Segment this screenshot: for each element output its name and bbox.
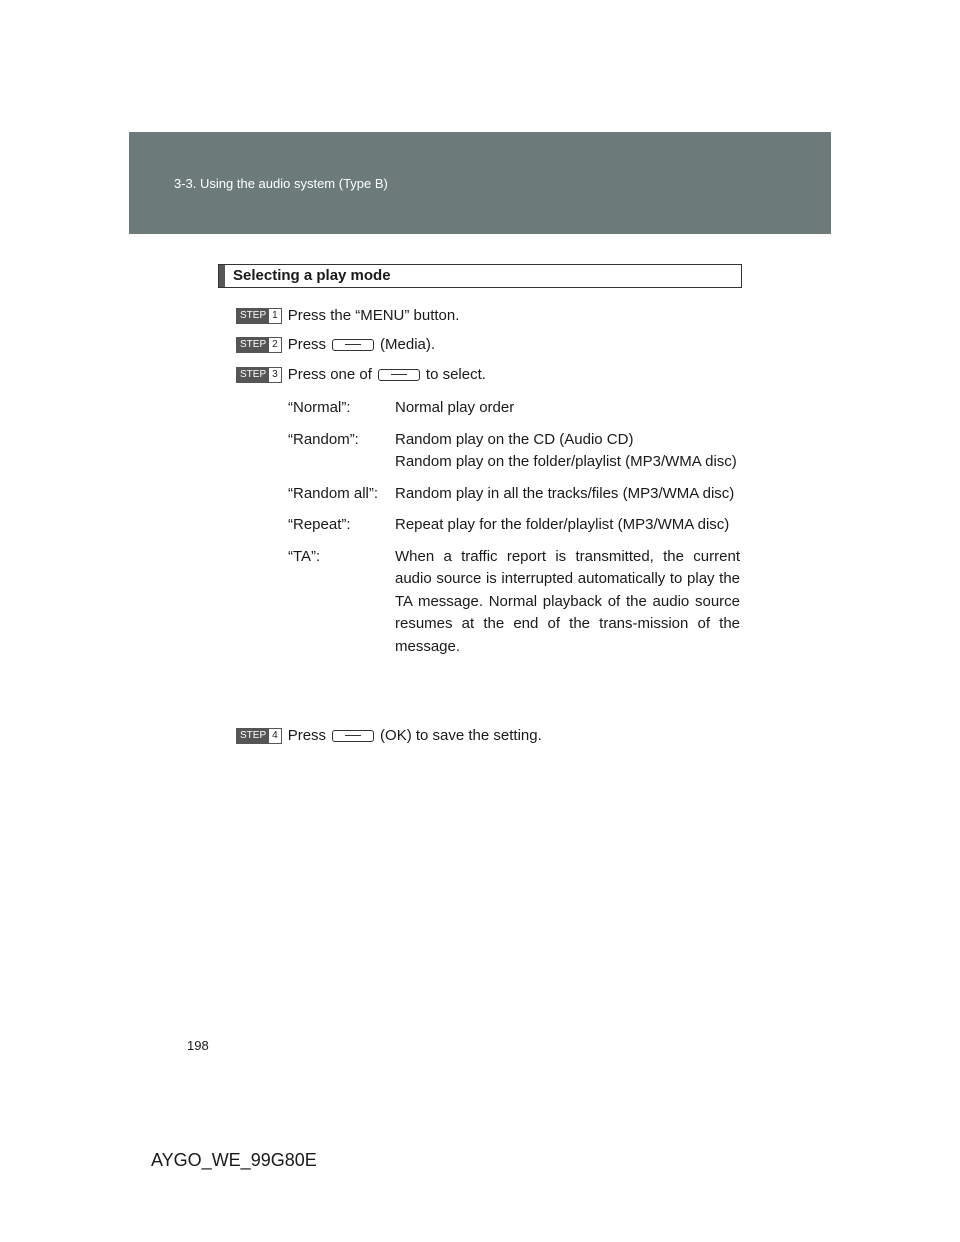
step-text-after: (OK) to save the setting. (380, 727, 542, 744)
step-1 (236, 307, 459, 324)
mode-normal (288, 397, 740, 420)
mode-key: “TA”: (288, 547, 321, 565)
button-icon (378, 369, 420, 381)
chapter-header (129, 132, 831, 234)
page-number: 198 (187, 1038, 209, 1053)
mode-desc: When a traffic report is transmitted, the current audio source is interrupted automatically to play the TA message. Normal playback of the audio source resumes at the end of the trans-mission of the message. (395, 547, 740, 655)
step-badge: STEP 2 (236, 337, 282, 353)
step-text: Press (287, 727, 327, 744)
mode-desc: Random play in all the tracks/files (MP3/WMA disc) (395, 484, 735, 502)
step-badge: STEP 1 (236, 308, 282, 324)
step-badge: STEP 4 (236, 728, 282, 744)
step-4 (236, 727, 542, 744)
step-text-after: (Media). (380, 336, 436, 353)
play-mode-list (288, 397, 740, 667)
step-text: Press one of (287, 366, 372, 383)
step-2 (236, 336, 435, 353)
step-text-after: to select. (425, 366, 486, 383)
step-text: Press (287, 336, 327, 353)
mode-key: “Random all”: (288, 484, 379, 502)
mode-desc: Normal play order (395, 399, 515, 416)
chapter-title: 3-3. Using the audio system (Type B) (174, 176, 388, 191)
section-heading (218, 264, 742, 288)
mode-key: “Random”: (288, 430, 359, 448)
document-code: AYGO_WE_99G80E (151, 1150, 317, 1170)
step-3 (236, 366, 486, 383)
step-text: Press the “MENU” button. (287, 307, 460, 324)
mode-random (288, 429, 740, 474)
mode-desc: Random play on the CD (Audio CD) Random play on the folder/playlist (MP3/WMA disc) (395, 430, 737, 470)
button-icon (332, 339, 374, 351)
button-icon (332, 730, 374, 742)
section-bar (219, 265, 225, 287)
mode-key: “Normal”: (288, 399, 351, 416)
step-badge: STEP 3 (236, 367, 282, 383)
mode-random-all (288, 483, 740, 506)
mode-repeat (288, 514, 740, 537)
section-title: Selecting a play mode (233, 267, 391, 284)
mode-key: “Repeat”: (288, 516, 351, 533)
mode-desc: Repeat play for the folder/playlist (MP3/WMA disc) (395, 516, 730, 533)
mode-ta (288, 546, 740, 659)
